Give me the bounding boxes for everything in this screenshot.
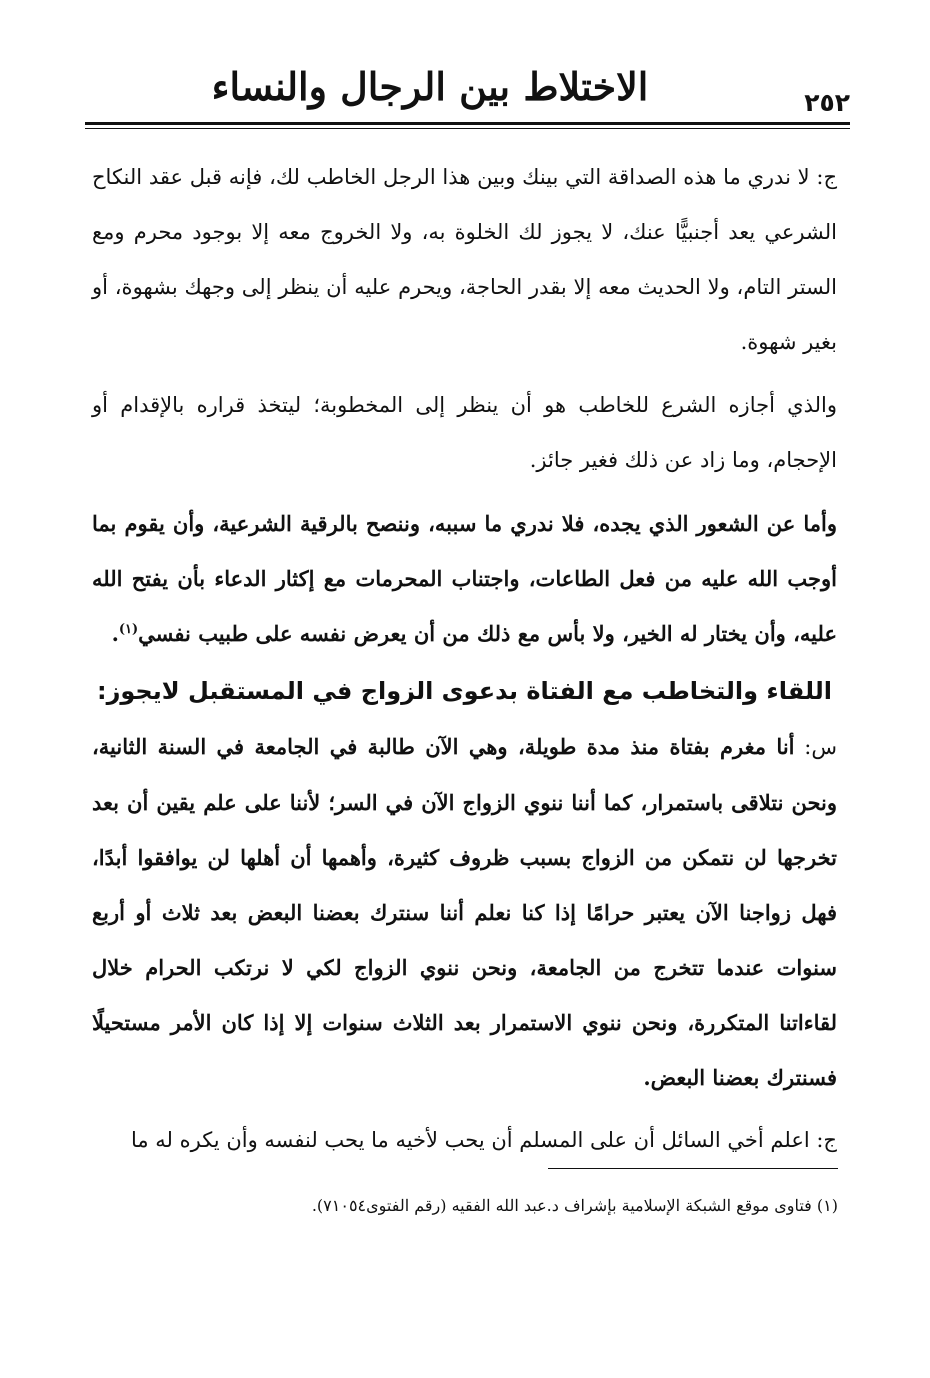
footnote-reference: (١)	[118, 622, 139, 637]
paragraph-3-end: .	[111, 621, 119, 646]
header-rule-thin	[85, 128, 850, 129]
answer-paragraph-4: ج: اعلم أخي السائل أن على المسلم أن يحب لأخيه ما يحب لنفسه وأن يكره له ما	[130, 1128, 837, 1152]
footnote-rule	[548, 1168, 838, 1169]
page-header	[85, 58, 850, 136]
page-body	[92, 150, 837, 1176]
answer-paragraph-3	[92, 496, 837, 661]
header-rule	[85, 122, 850, 125]
page-number: ٢٥٢	[804, 88, 850, 117]
question-text: أنا مغرم بفتاة منذ مدة طويلة، وهي الآن طالبة في الجامعة في السنة الثانية، ونحن نتلاقى باستمرار، كما أننا ننوي الزواج الآن في السر؛ لأننا على علم يقين أن بعد تخرجها لن نتمكن من الزواج بسبب ظروف كثيرة، وأهمها أن أهلها لن يوافقوا أبدًا، فهل زواجنا الآن يعتبر حرامًا إذا كنا نعلم أننا سنترك بعضنا البعض بعد ثلاث أو أربع سنوات عندما تتخرج من الجامعة، ونحن ننوي الزواج لكي لا نرتكب الحرام خلال لقاءاتنا المتكررة، ونحن ننوي الاستمرار بعد الثلاث سنوات إلا إذا كان الأمر مستحيلًا فسنترك بعضنا البعض.	[92, 734, 837, 1090]
answer-paragraph-2: والذي أجازه الشرع للخاطب هو أن ينظر إلى المخطوبة؛ ليتخذ قراره بالإقدام أو الإحجام، وما زاد عن ذلك فغير جائز.	[92, 393, 837, 472]
footnote: (١) فتاوى موقع الشبكة الإسلامية بإشراف د.عبد الله الفقيه (رقم الفتوى٧١٠٥٤).	[311, 1196, 838, 1215]
answer-paragraph-1: ج: لا ندري ما هذه الصداقة التي بينك وبين هذا الرجل الخاطب لك، فإنه قبل عقد النكاح الشرعي يعد أجنبيًّا عنك، لا يجوز لك الخلوة به، ولا الخروج معه إلا بوجود محرم ومع الستر التام، ولا الحديث معه إلا بقدر الحاجة، ويحرم عليه أن ينظر إلى وجهك بشهوة، أو بغير شهوة.	[92, 165, 837, 354]
section-heading: اللقاء والتخاطب مع الفتاة بدعوى الزواج في المستقبل لايجوز:	[96, 677, 833, 705]
question-prefix: س:	[794, 735, 837, 759]
paragraph-3-text: وأما عن الشعور الذي يجده، فلا ندري ما سببه، وننصح بالرقية الشرعية، وأن يقوم بما أوجب الله عليه من فعل الطاعات، واجتناب المحرمات مع إكثار الدعاء بأن يفتح الله عليه، وأن يختار له الخير، ولا بأس مع ذلك من أن يعرض نفسه على طبيب نفسي	[92, 511, 837, 646]
running-title: الاختلاط بين الرجال والنساء	[211, 64, 649, 109]
question-paragraph	[92, 719, 837, 1105]
